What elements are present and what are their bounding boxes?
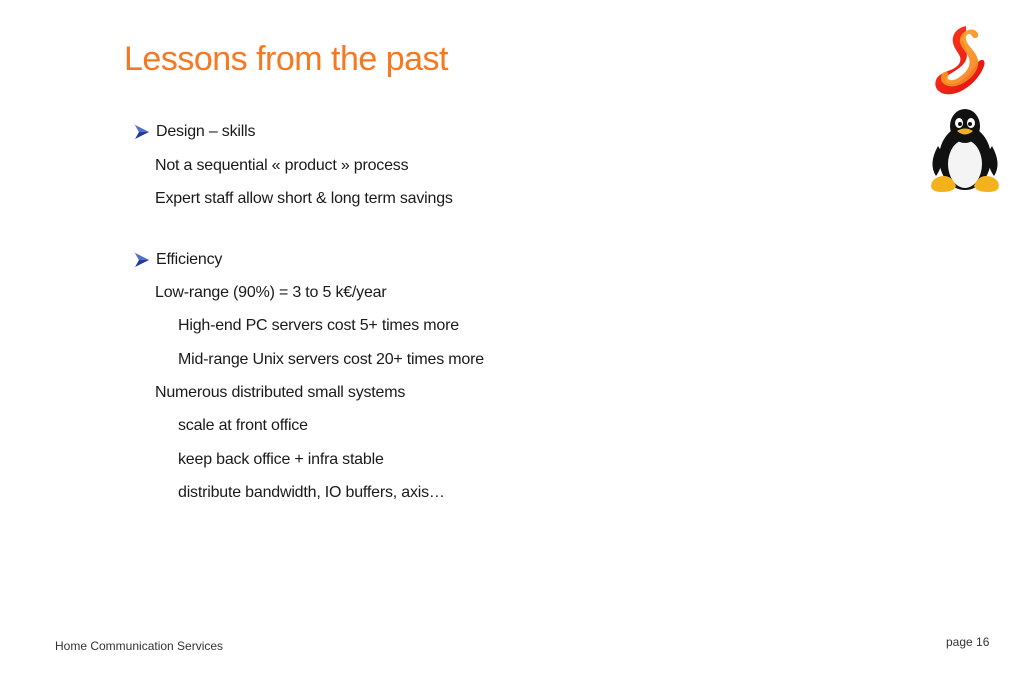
list-item: keep back office + infra stable	[178, 451, 384, 468]
section-design-heading	[133, 123, 255, 141]
list-item: Numerous distributed small systems	[155, 384, 406, 401]
list-item: Mid-range Unix servers cost 20+ times more	[178, 351, 484, 368]
arrowhead-bullet-icon	[133, 124, 151, 140]
list-item: High-end PC servers cost 5+ times more	[178, 317, 459, 334]
section-heading: Efficiency	[156, 251, 223, 268]
page-number: page 16	[946, 635, 990, 649]
slide-title: Lessons from the past	[124, 40, 449, 78]
penguin-mascot-icon	[924, 106, 1006, 194]
section-heading: Design – skills	[156, 123, 256, 140]
list-item: Not a sequential « product » process	[155, 157, 409, 174]
footer-label: Home Communication Services	[55, 639, 224, 653]
arrowhead-bullet-icon	[133, 252, 151, 268]
section-efficiency-heading	[133, 251, 222, 269]
list-item: Low-range (90%) = 3 to 5 k€/year	[155, 284, 387, 301]
list-item: scale at front office	[178, 417, 308, 434]
brand-logo-icon	[926, 22, 990, 98]
list-item: distribute bandwidth, IO buffers, axis…	[178, 484, 445, 501]
list-item: Expert staff allow short & long term savings	[155, 190, 453, 207]
